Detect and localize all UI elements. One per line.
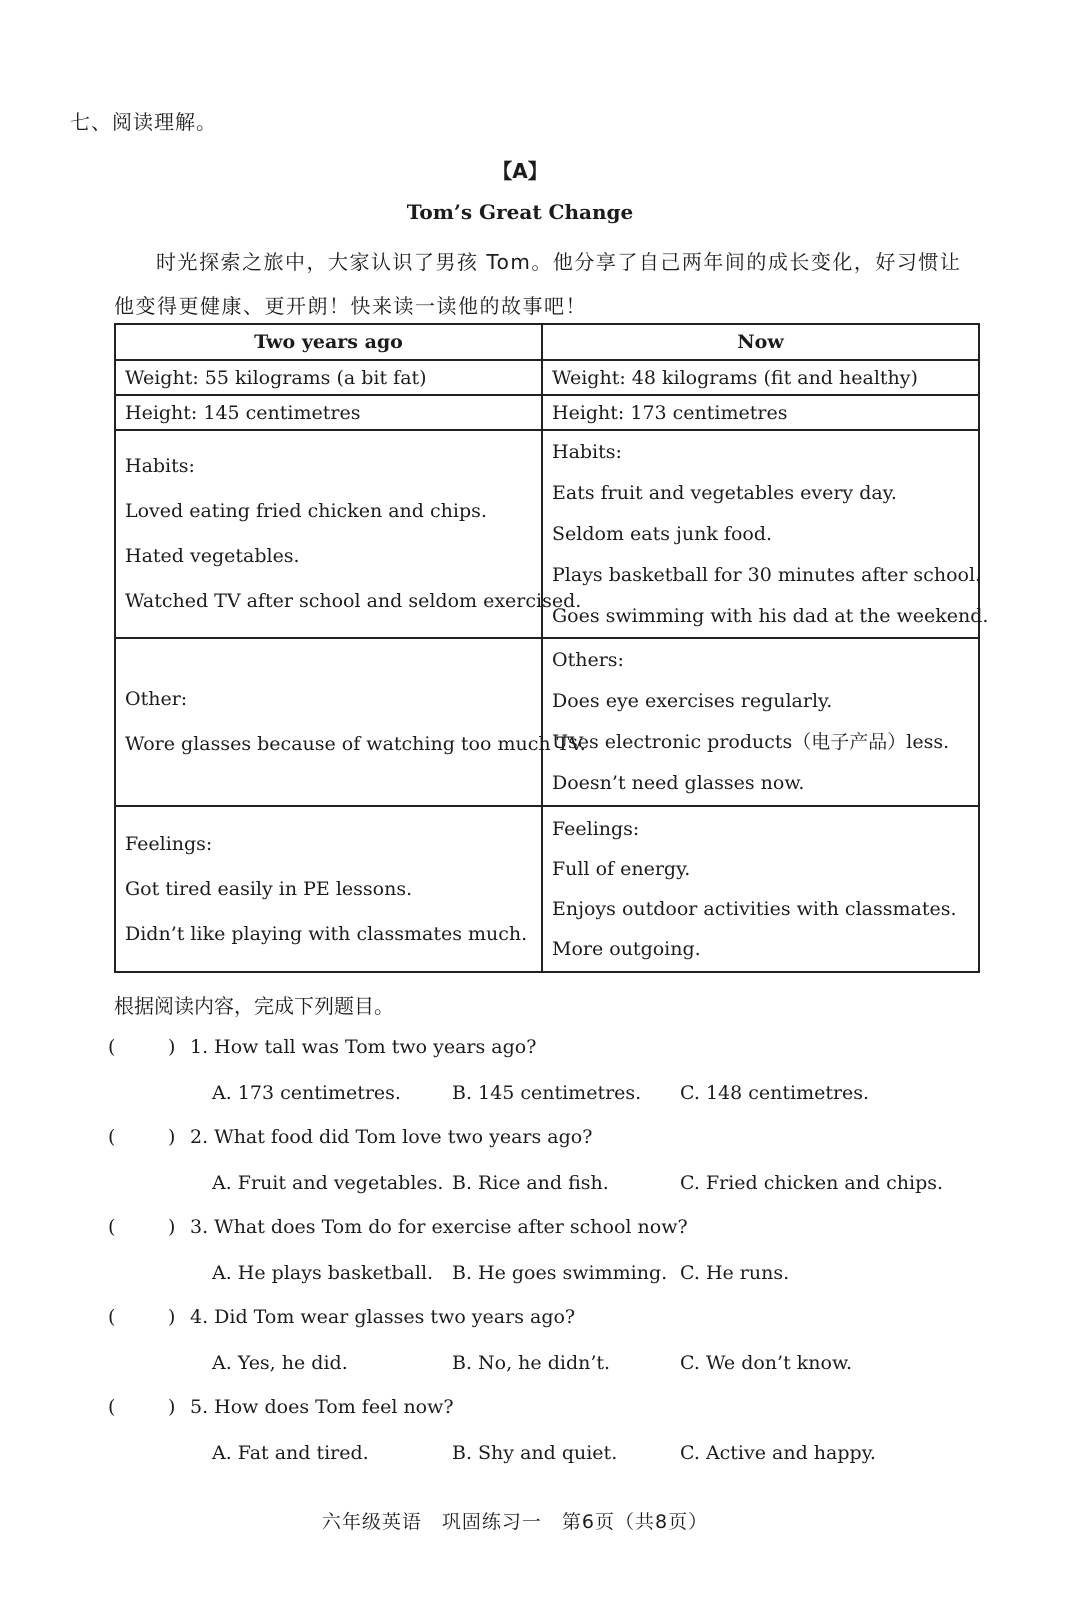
instruction-text: 根据阅读内容，完成下列题目。	[114, 994, 394, 1018]
option-b: B. Shy and quiet.	[452, 1442, 618, 1464]
feelings-now-cell	[542, 806, 979, 972]
weight-now-cell: Weight: 48 kilograms (fit and healthy)	[542, 360, 979, 395]
feelings-now-line: Enjoys outdoor activities with classmates.	[552, 898, 957, 920]
habits-past-line: Hated vegetables.	[125, 545, 300, 567]
answer-paren-left: (	[108, 1216, 116, 1238]
header-now: Now	[542, 324, 979, 360]
habits-past-cell	[115, 430, 582, 638]
question-5	[108, 1392, 1008, 1482]
page-footer: 六年级英语 巩固练习一 第6页（共8页）	[321, 1511, 709, 1533]
option-c: C. Active and happy.	[680, 1442, 876, 1464]
answer-paren-right: )	[168, 1036, 176, 1058]
option-c: C. 148 centimetres.	[680, 1082, 870, 1104]
answer-paren-left: (	[108, 1306, 116, 1328]
part-label: 【A】	[492, 159, 548, 183]
habits-past-line: Watched TV after school and seldom exercised.	[125, 590, 582, 612]
answer-paren-right: )	[168, 1306, 176, 1328]
question-stem: 5. How does Tom feel now?	[190, 1396, 454, 1418]
other-now-line: Does eye exercises regularly.	[552, 690, 833, 712]
option-a: A. Yes, he did.	[212, 1352, 348, 1374]
other-past-line: Other:	[125, 688, 188, 710]
answer-paren-left: (	[108, 1126, 116, 1148]
other-now-line: Others:	[552, 649, 624, 671]
answer-paren-right: )	[168, 1396, 176, 1418]
question-1	[108, 1032, 1008, 1122]
other-past-cell	[115, 638, 586, 806]
question-stem: 3. What does Tom do for exercise after school now?	[190, 1216, 688, 1238]
question-stem: 1. How tall was Tom two years ago?	[190, 1036, 537, 1058]
question-stem: 2. What food did Tom love two years ago?	[190, 1126, 593, 1148]
feelings-past-line: Feelings:	[125, 832, 213, 855]
option-a: A. Fat and tired.	[212, 1442, 369, 1464]
option-b: B. No, he didn’t.	[452, 1352, 611, 1374]
habits-now-line: Goes swimming with his dad at the weekend.	[552, 604, 989, 627]
option-c: C. We don’t know.	[680, 1352, 852, 1374]
answer-paren-left: (	[108, 1036, 116, 1058]
answer-paren-left: (	[108, 1396, 116, 1418]
answer-paren-right: )	[168, 1216, 176, 1238]
habits-now-line: Plays basketball for 30 minutes after school.	[552, 563, 982, 586]
question-2	[108, 1122, 1008, 1212]
feelings-now-line: More outgoing.	[552, 938, 701, 960]
question-list	[108, 1032, 1008, 1482]
comparison-table	[114, 323, 989, 973]
option-b: B. He goes swimming.	[452, 1262, 668, 1284]
option-b: B. Rice and fish.	[452, 1172, 609, 1194]
table-row-height	[115, 395, 979, 430]
weight-past-cell: Weight: 55 kilograms (a bit fat)	[115, 360, 542, 395]
table-row-habits	[115, 430, 979, 638]
option-c: C. He runs.	[680, 1262, 790, 1284]
table-row-feelings	[115, 806, 979, 972]
feelings-past-cell	[115, 806, 542, 972]
intro-paragraph: 时光探索之旅中，大家认识了男孩 Tom。他分享了自己两年间的成长变化，好习惯让他变得更健康、更开朗！快来读一读他的故事吧！	[114, 250, 962, 318]
habits-now-line: Seldom eats junk food.	[552, 522, 773, 545]
table-header-row	[115, 324, 979, 360]
question-4	[108, 1302, 1008, 1392]
table-row-other	[115, 638, 979, 806]
feelings-past-line: Didn’t like playing with classmates much.	[125, 922, 528, 945]
story-title: Tom’s Great Change	[406, 200, 634, 224]
habits-now-line: Habits:	[552, 440, 622, 463]
other-now-line: Uses electronic products（电子产品）less.	[552, 731, 950, 753]
habits-past-line: Habits:	[125, 455, 195, 477]
feelings-now-line: Full of energy.	[552, 858, 691, 880]
other-past-line: Wore glasses because of watching too much TV.	[125, 733, 586, 755]
other-now-cell	[542, 638, 979, 806]
height-now-cell: Height: 173 centimetres	[542, 395, 979, 430]
question-3	[108, 1212, 1008, 1302]
answer-paren-right: )	[168, 1126, 176, 1148]
option-a: A. 173 centimetres.	[212, 1082, 401, 1104]
option-c: C. Fried chicken and chips.	[680, 1172, 944, 1194]
habits-now-cell	[542, 430, 989, 638]
other-now-line: Doesn’t need glasses now.	[552, 772, 805, 794]
question-stem: 4. Did Tom wear glasses two years ago?	[190, 1306, 576, 1328]
table-row-weight	[115, 360, 979, 395]
header-two-years-ago: Two years ago	[115, 324, 542, 360]
feelings-now-line: Feelings:	[552, 818, 640, 840]
habits-past-line: Loved eating fried chicken and chips.	[125, 500, 487, 522]
option-a: A. He plays basketball.	[212, 1262, 434, 1284]
option-b: B. 145 centimetres.	[452, 1082, 642, 1104]
habits-now-line: Eats fruit and vegetables every day.	[552, 481, 897, 504]
option-a: A. Fruit and vegetables.	[212, 1172, 444, 1194]
feelings-past-line: Got tired easily in PE lessons.	[125, 877, 413, 900]
section-heading: 七、阅读理解。	[70, 110, 217, 134]
height-past-cell: Height: 145 centimetres	[115, 395, 542, 430]
